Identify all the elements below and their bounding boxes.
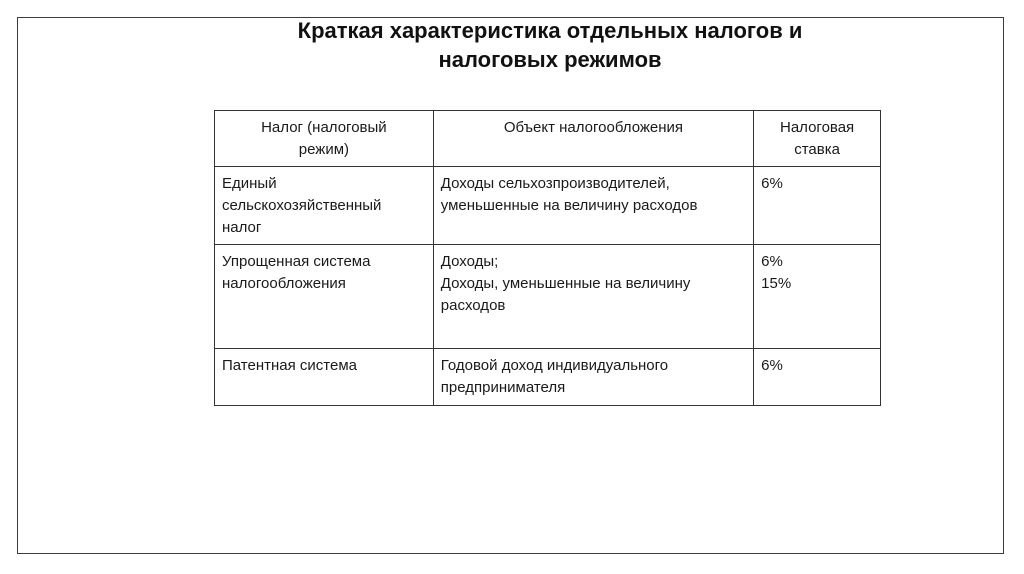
cell-text-line: Доходы, уменьшенные на величину [440,275,691,292]
cell-text-line: Годовой доход индивидуального [440,357,669,374]
cell-text-line: 6% [761,253,783,270]
cell-tax [215,349,434,406]
header-object-line-1: Объект налогообложения [503,119,684,136]
header-rate-line-1: Налоговая [779,119,855,136]
cell-text-line: налог [222,219,262,236]
cell-rate [754,167,881,245]
tax-table [214,110,881,406]
cell-rate [754,245,881,349]
header-object [433,111,753,167]
table-row [215,245,881,349]
cell-text-line: уменьшенные на величину расходов [440,197,698,214]
header-rate-line-2: ставка [794,141,840,158]
cell-text-line: 6% [761,175,783,192]
header-tax-line-1: Налог (налоговый [261,119,387,136]
slide-title [180,16,920,74]
header-rate [754,111,881,167]
cell-text-line: налогообложения [222,275,346,292]
cell-text-line: Патентная система [222,357,357,374]
table-header-row [215,111,881,167]
table-row [215,349,881,406]
slide-title-line-2: налоговых режимов [438,47,662,72]
cell-text-line: Доходы сельхозпроизводителей, [440,175,670,192]
header-tax-line-2: режим) [298,141,350,158]
cell-text-line: 6% [761,357,783,374]
cell-object [433,349,753,406]
header-tax [215,111,434,167]
cell-object [433,245,753,349]
cell-text-line: предпринимателя [440,379,566,396]
cell-text-line: 15% [761,275,792,292]
cell-text-line: Единый [222,175,277,192]
cell-text-line: Упрощенная система [222,253,371,270]
table-row [215,167,881,245]
cell-text-line: расходов [440,297,506,314]
cell-object [433,167,753,245]
cell-tax [215,245,434,349]
slide-title-line-1: Краткая характеристика отдельных налогов и [297,18,803,43]
cell-rate [754,349,881,406]
cell-tax [215,167,434,245]
cell-text-line: сельскохозяйственный [222,197,382,214]
cell-text-line: Доходы; [440,253,499,270]
